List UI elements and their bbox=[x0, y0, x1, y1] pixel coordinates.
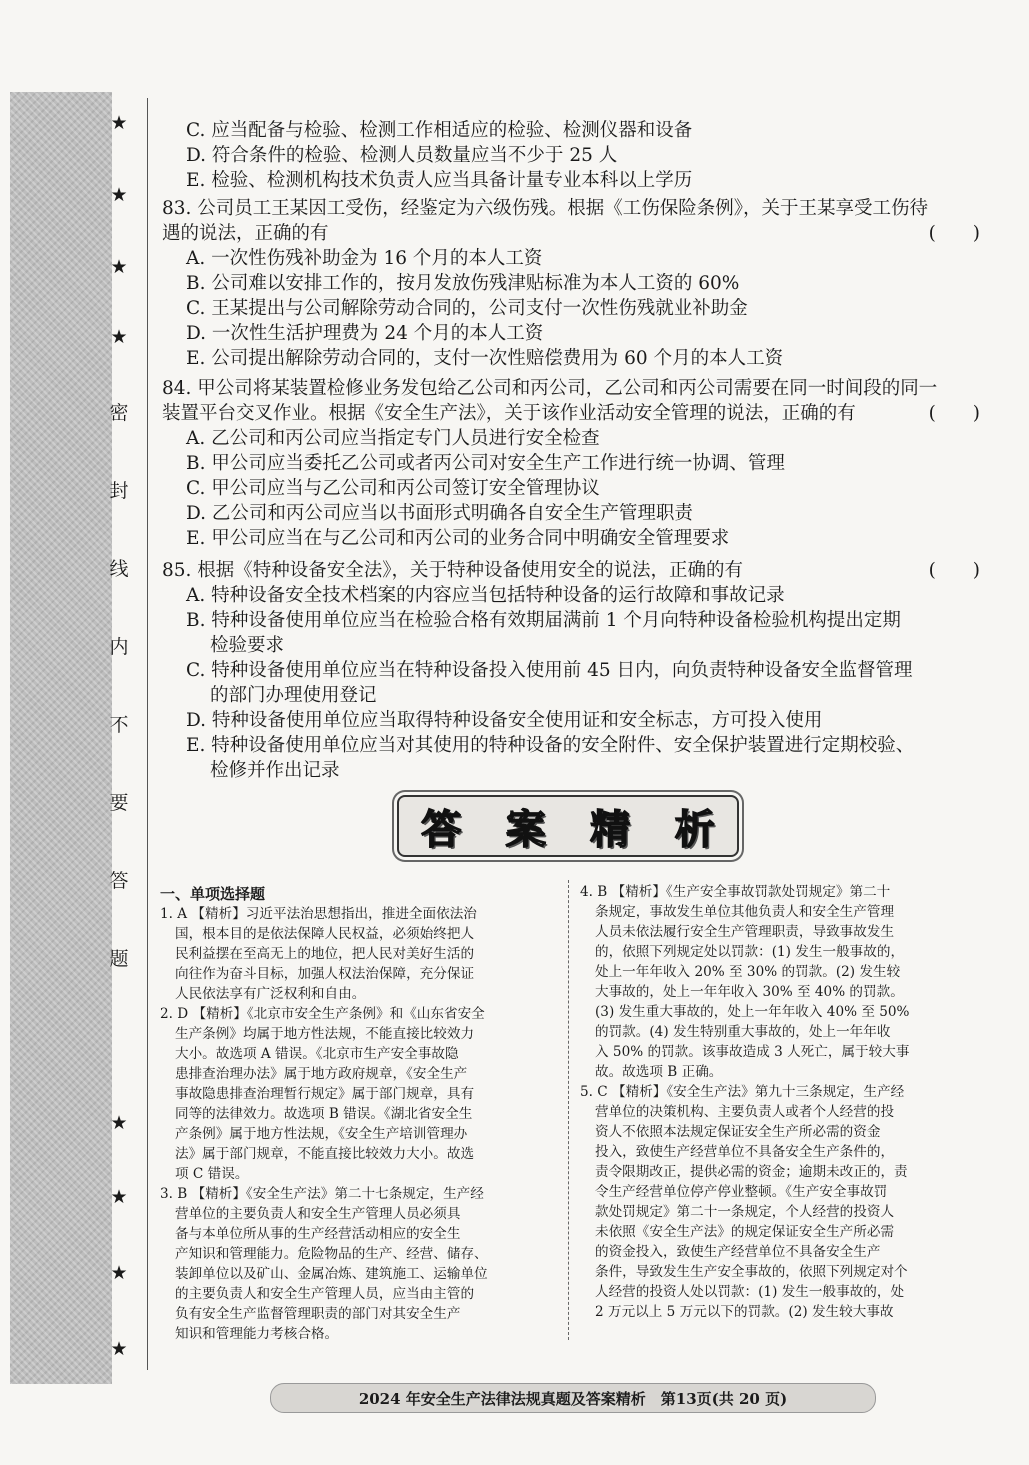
seal-column bbox=[108, 112, 130, 1372]
answer-line: 1. A 【精析】习近平法治思想指出，推进全面依法治 bbox=[160, 906, 477, 922]
option-e-cont: 检修并作出记录 bbox=[210, 760, 340, 781]
seal-char: 不 bbox=[109, 714, 129, 736]
option-b: B. 特种设备使用单位应当在检验合格有效期届满前 1 个月向特种设备检验机构提出定期 bbox=[186, 610, 901, 631]
answer-line: 知识和管理能力考核合格。 bbox=[175, 1326, 339, 1342]
answer-line: 资人不依照本法规定保证安全生产所必需的资金 bbox=[595, 1124, 881, 1140]
question-stem-text: 装置平台交叉作业。根据《安全生产法》，关于该作业活动安全管理的说法，正确的有 bbox=[162, 403, 856, 424]
answer-line: 的主要负责人和安全生产管理人员，应当由主管的 bbox=[175, 1286, 475, 1302]
question-stem bbox=[162, 221, 980, 246]
page-footer bbox=[270, 1383, 876, 1413]
answer-line: 大事故的，处上一年年收入 30% 至 40% 的罚款。 bbox=[595, 984, 904, 1000]
star-icon: ★ bbox=[110, 112, 128, 134]
seal-char: 要 bbox=[109, 792, 129, 814]
question-stem: 84. 甲公司将某装置检修业务发包给乙公司和丙公司，乙公司和丙公司需要在同一时间段的同一 bbox=[162, 378, 938, 399]
question-stem-text: 遇的说法，正确的有 bbox=[162, 223, 329, 244]
option-b-cont: 检验要求 bbox=[210, 635, 285, 656]
option-c: C. 王某提出与公司解除劳动合同的，公司支付一次性伤残就业补助金 bbox=[186, 298, 748, 319]
banner-char: 析 bbox=[674, 805, 715, 853]
answer-line: 项 C 错误。 bbox=[175, 1166, 249, 1182]
column-divider bbox=[568, 880, 569, 1340]
answer-line: 4. B 【精析】《生产安全事故罚款处罚规定》第二十 bbox=[580, 884, 891, 900]
answer-line: 3. B 【精析】《安全生产法》第二十七条规定，生产经 bbox=[160, 1186, 484, 1202]
answer-line: 大小。故选项 A 错误。《北京市生产安全事故隐 bbox=[175, 1046, 459, 1062]
answer-line: 人经营的投资人处以罚款：(1) 发生一般事故的，处 bbox=[595, 1284, 905, 1300]
star-icon: ★ bbox=[110, 326, 128, 348]
answer-line: 人员未依法履行安全生产管理职责，导致事故发生 bbox=[595, 924, 895, 940]
answer-line: 故。故选项 B 正确。 bbox=[595, 1064, 723, 1080]
answer-line: 法》属于部门规章，不能直接比较效力大小。故选 bbox=[175, 1146, 475, 1162]
binding-divider bbox=[147, 98, 148, 1370]
answers-right-column bbox=[580, 882, 980, 1322]
question-stem: 83. 公司员工王某因工受伤，经鉴定为六级伤残。根据《工伤保险条例》，关于王某享受工伤待 bbox=[162, 198, 929, 219]
answer-line: 入 50% 的罚款。该事故造成 3 人死亡，属于较大事 bbox=[595, 1044, 910, 1060]
option-e: E. 检验、检测机构技术负责人应当具备计量专业本科以上学历 bbox=[186, 170, 693, 191]
seal-char: 内 bbox=[109, 636, 129, 658]
answer-line: 责令限期改正，提供必需的资金；逾期未改正的，责 bbox=[595, 1164, 908, 1180]
answers-left-column bbox=[160, 884, 562, 1344]
option-e: E. 甲公司应当在与乙公司和丙公司的业务合同中明确安全管理要求 bbox=[186, 528, 730, 549]
answer-line: 国，根本目的是依法保障人民权益，必须始终把人 bbox=[175, 926, 475, 942]
footer-text: 2024 年安全生产法律法规真题及答案精析 第13页(共 20 页) bbox=[358, 1389, 788, 1408]
answer-line: 民利益摆在至高无上的地位，把人民对美好生活的 bbox=[175, 946, 475, 962]
option-d: D. 乙公司和丙公司应当以书面形式明确各自安全生产管理职责 bbox=[186, 503, 693, 524]
seal-char: 线 bbox=[109, 558, 129, 580]
star-icon: ★ bbox=[110, 256, 128, 278]
option-b: B. 公司难以安排工作的，按月发放伤残津贴标准为本人工资的 60% bbox=[186, 273, 740, 294]
banner-char: 答 bbox=[421, 805, 462, 853]
answer-line: 人民依法享有广泛权利和自由。 bbox=[175, 986, 366, 1002]
answer-line: 条件，导致发生生产安全事故的，依照下列规定对个 bbox=[595, 1264, 908, 1280]
section-heading: 一、单项选择题 bbox=[160, 885, 266, 903]
option-d: D. 一次性生活护理费为 24 个月的本人工资 bbox=[186, 323, 544, 344]
binding-strip bbox=[10, 92, 112, 1384]
option-a: A. 乙公司和丙公司应当指定专门人员进行安全检查 bbox=[186, 428, 600, 449]
answer-line: 备与本单位所从事的生产经营活动相应的安全生 bbox=[175, 1226, 461, 1242]
answer-section-banner bbox=[397, 795, 739, 857]
answer-line: 的，依照下列规定处以罚款：(1) 发生一般事故的， bbox=[595, 944, 905, 960]
question-stem bbox=[162, 558, 980, 583]
seal-char: 答 bbox=[109, 870, 129, 892]
answer-blank: ( ) bbox=[928, 223, 980, 244]
answer-line: 患排查治理办法》属于地方政府规章，《安全生产 bbox=[175, 1066, 468, 1082]
answer-line: 款处罚规定》第二十一条规定，个人经营的投资人 bbox=[595, 1204, 895, 1220]
banner-char: 案 bbox=[505, 805, 546, 853]
answer-line: 处上一年年收入 20% 至 30% 的罚款。(2) 发生较 bbox=[595, 964, 901, 980]
answer-blank: ( ) bbox=[928, 560, 980, 581]
answer-line: 的罚款。(4) 发生特别重大事故的，处上一年年收 bbox=[595, 1024, 891, 1040]
question-82-options bbox=[162, 118, 980, 193]
answer-line: 营单位的决策机构、主要负责人或者个人经营的投 bbox=[595, 1104, 895, 1120]
answer-line: 2 万元以上 5 万元以下的罚款。(2) 发生较大事故 bbox=[595, 1304, 894, 1320]
star-icon: ★ bbox=[110, 1186, 128, 1208]
question-83 bbox=[162, 196, 980, 371]
answer-line: 事故隐患排查治理暂行规定》属于部门规章，具有 bbox=[175, 1086, 475, 1102]
option-c: C. 甲公司应当与乙公司和丙公司签订安全管理协议 bbox=[186, 478, 600, 499]
answer-line: 产条例》属于地方性法规，《安全生产培训管理办 bbox=[175, 1126, 468, 1142]
star-icon: ★ bbox=[110, 1112, 128, 1134]
question-stem-text: 85. 根据《特种设备安全法》，关于特种设备使用安全的说法，正确的有 bbox=[162, 560, 744, 581]
question-stem bbox=[162, 401, 980, 426]
seal-char: 题 bbox=[109, 948, 129, 970]
answer-line: 负有安全生产监督管理职责的部门对其安全生产 bbox=[175, 1306, 461, 1322]
answer-line: 5. C 【精析】《安全生产法》第九十三条规定，生产经 bbox=[580, 1084, 905, 1100]
answer-line: 营单位的主要负责人和安全生产管理人员必须具 bbox=[175, 1206, 461, 1222]
question-84 bbox=[162, 376, 980, 551]
answer-line: 生产条例》均属于地方性法规，不能直接比较效力 bbox=[175, 1026, 475, 1042]
answer-line: 装卸单位以及矿山、金属冶炼、建筑施工、运输单位 bbox=[175, 1266, 488, 1282]
option-c: C. 应当配备与检验、检测工作相适应的检验、检测仪器和设备 bbox=[186, 120, 693, 141]
star-icon: ★ bbox=[110, 1338, 128, 1360]
option-d: D. 符合条件的检验、检测人员数量应当不少于 25 人 bbox=[186, 145, 618, 166]
answer-line: 投入，致使生产经营单位不具备安全生产条件的， bbox=[595, 1144, 895, 1160]
star-icon: ★ bbox=[110, 1262, 128, 1284]
seal-char: 封 bbox=[109, 480, 129, 502]
question-85 bbox=[162, 558, 980, 783]
option-b: B. 甲公司应当委托乙公司或者丙公司对安全生产工作进行统一协调、管理 bbox=[186, 453, 785, 474]
option-c-cont: 的部门办理使用登记 bbox=[210, 685, 377, 706]
answer-line: 同等的法律效力。故选项 B 错误。《湖北省安全生 bbox=[175, 1106, 473, 1122]
banner-char: 精 bbox=[590, 805, 631, 853]
answer-line: 令生产经营单位停产停业整顿。《生产安全事故罚 bbox=[595, 1184, 888, 1200]
option-a: A. 特种设备安全技术档案的内容应当包括特种设备的运行故障和事故记录 bbox=[186, 585, 785, 606]
answer-line: (3) 发生重大事故的，处上一年年收入 40% 至 50% bbox=[595, 1004, 910, 1020]
option-e: E. 公司提出解除劳动合同的，支付一次性赔偿费用为 60 个月的本人工资 bbox=[186, 348, 784, 369]
answer-line: 2. D 【精析】《北京市安全生产条例》和《山东省安全 bbox=[160, 1006, 485, 1022]
star-icon: ★ bbox=[110, 184, 128, 206]
option-c: C. 特种设备使用单位应当在特种设备投入使用前 45 日内，向负责特种设备安全监督管理 bbox=[186, 660, 913, 681]
answer-line: 未依照《安全生产法》的规定保证安全生产所必需 bbox=[595, 1224, 895, 1240]
answer-blank: ( ) bbox=[928, 403, 980, 424]
option-e: E. 特种设备使用单位应当对其使用的特种设备的安全附件、安全保护装置进行定期校验、 bbox=[186, 735, 915, 756]
answer-line: 条规定，事故发生单位其他负责人和安全生产管理 bbox=[595, 904, 895, 920]
option-a: A. 一次性伤残补助金为 16 个月的本人工资 bbox=[186, 248, 543, 269]
answer-line: 产知识和管理能力。危险物品的生产、经营、储存、 bbox=[175, 1246, 488, 1262]
seal-char: 密 bbox=[109, 402, 129, 424]
answer-line: 的资金投入，致使生产经营单位不具备安全生产 bbox=[595, 1244, 881, 1260]
option-d: D. 特种设备使用单位应当取得特种设备安全使用证和安全标志，方可投入使用 bbox=[186, 710, 823, 731]
answer-line: 向往作为奋斗目标，加强人权法治保障，充分保证 bbox=[175, 966, 475, 982]
